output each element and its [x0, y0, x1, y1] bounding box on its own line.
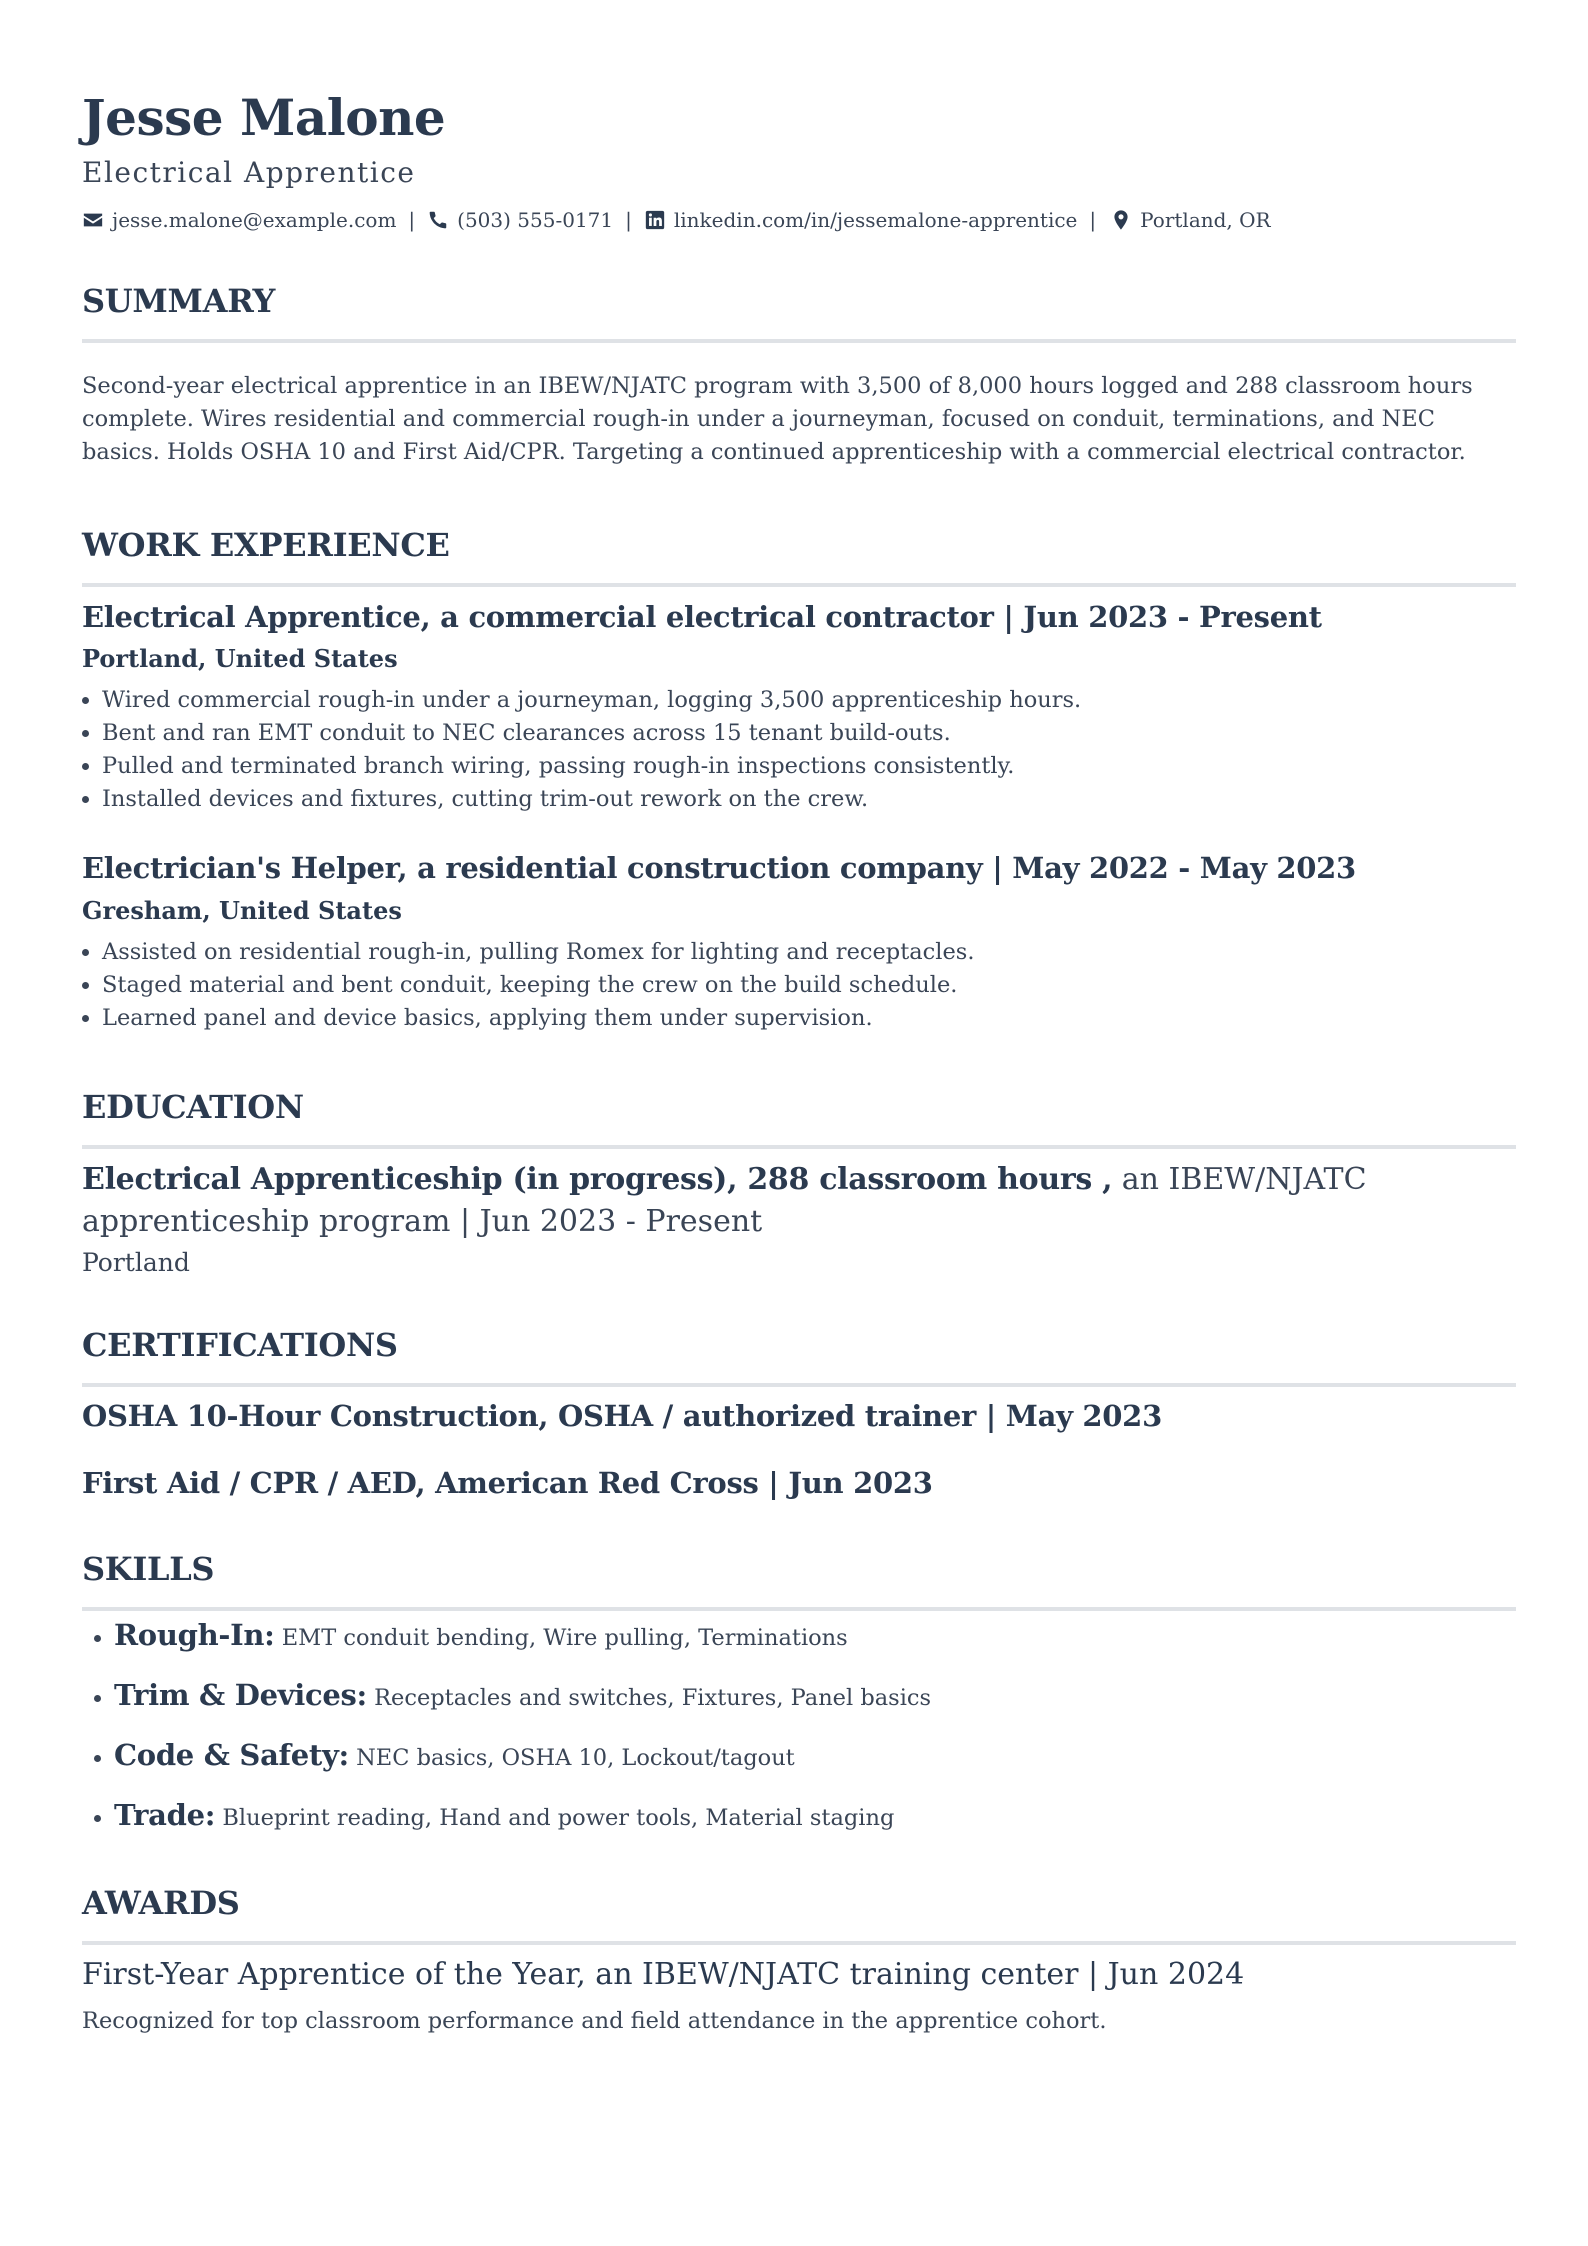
list-item: • Wired commercial rough-in under a journeyman, logging 3,500 apprenticeship hours.: [102, 684, 1502, 717]
section-divider: [82, 1607, 1516, 1611]
contact-phone-text: (503) 555-0171: [457, 208, 614, 232]
summary-text: Second-year electrical apprentice in an IBEW/NJATC program with 3,500 of 8,000 hours logged and 288 classroom hours complete. Wires residential and commercial rough-in under a journeyman, focused on conduit, terminations, and NEC basics. Holds OSHA 10 and First Aid/CPR. Targeting a continued apprenticeship with a commercial electrical contractor.: [82, 373, 1473, 465]
skill-group: [114, 1678, 931, 1738]
contact-email[interactable]: [82, 208, 396, 232]
education-degree: Electrical Apprenticeship (in progress), 288 classroom hours ,: [82, 1162, 1113, 1197]
section-title-experience: WORK EXPERIENCE: [82, 526, 450, 564]
contact-location-text: Portland, OR: [1140, 208, 1271, 232]
skill-category: Trade:: [114, 1798, 216, 1832]
award-description: Recognized for top classroom performance and field attendance in the apprentice cohort.: [82, 2008, 1107, 2034]
contact-linkedin-text: linkedin.com/in/jessemalone-apprentice: [673, 208, 1078, 232]
skill-items: NEC basics, OSHA 10, Lockout/tagout: [356, 1745, 795, 1771]
list-item: • Installed devices and fixtures, cutting trim-out rework on the crew.: [102, 783, 1502, 816]
skill-group: [114, 1798, 931, 1858]
job-bullets: [82, 936, 1502, 1035]
skill-items: Receptacles and switches, Fixtures, Panel basics: [374, 1685, 932, 1711]
phone-icon: [427, 209, 449, 231]
skill-group: [114, 1738, 931, 1798]
contact-email-text: jesse.malone@example.com: [112, 208, 397, 232]
section-divider: [82, 1941, 1516, 1945]
candidate-role: Electrical Apprentice: [82, 156, 416, 189]
skill-items: Blueprint reading, Hand and power tools, Material staging: [222, 1805, 895, 1831]
skill-category: Rough-In:: [114, 1618, 275, 1652]
section-divider: [82, 1383, 1516, 1387]
skill-category: Trim & Devices:: [114, 1678, 367, 1712]
section-divider: [82, 583, 1516, 587]
section-title-skills: SKILLS: [82, 1550, 215, 1588]
list-item: • Pulled and terminated branch wiring, passing rough-in inspections consistently.: [102, 750, 1502, 783]
contact-location: [1108, 208, 1270, 232]
list-item: • Learned panel and device basics, applying them under supervision.: [102, 1002, 1502, 1035]
education-entry: [82, 1159, 1516, 1243]
section-title-education: EDUCATION: [82, 1088, 304, 1126]
skill-group: [114, 1618, 931, 1678]
certification-item: OSHA 10-Hour Construction, OSHA / authorized trainer | May 2023: [82, 1399, 1162, 1433]
skill-category: Code & Safety:: [114, 1738, 349, 1772]
section-title-awards: AWARDS: [82, 1884, 240, 1922]
list-item: • Staged material and bent conduit, keeping the crew on the build schedule.: [102, 969, 1502, 1002]
list-item: • Bent and ran EMT conduit to NEC clearances across 15 tenant build-outs.: [102, 717, 1502, 750]
skill-items: EMT conduit bending, Wire pulling, Terminations: [281, 1625, 848, 1651]
map-pin-icon: [1110, 209, 1132, 231]
contact-phone[interactable]: [427, 208, 613, 232]
contact-separator: |: [1089, 208, 1097, 232]
section-divider: [82, 339, 1516, 343]
list-item: • Assisted on residential rough-in, pulling Romex for lighting and receptacles.: [102, 936, 1502, 969]
education-institution: an IBEW/NJATC apprenticeship program | Jun 2023 - Present: [82, 1162, 1367, 1239]
section-title-summary: SUMMARY: [82, 282, 276, 320]
award-title: First-Year Apprentice of the Year, an IBEW/NJATC training center | Jun 2024: [82, 1957, 1245, 1992]
linkedin-icon: [644, 209, 666, 231]
contact-linkedin[interactable]: [644, 208, 1078, 232]
envelope-icon: [82, 209, 104, 231]
job-location: Portland, United States: [82, 644, 398, 673]
job-title: Electrician's Helper, a residential construction company | May 2022 - May 2023: [82, 851, 1356, 885]
section-title-certifications: CERTIFICATIONS: [82, 1326, 398, 1364]
section-divider: [82, 1145, 1516, 1149]
job-location: Gresham, United States: [82, 896, 402, 925]
certification-item: First Aid / CPR / AED, American Red Cross | Jun 2023: [82, 1466, 933, 1500]
education-location: Portland: [82, 1248, 190, 1277]
job-bullets: [82, 684, 1502, 816]
candidate-name: Jesse Malone: [82, 88, 446, 147]
contact-separator: |: [625, 208, 632, 232]
job-title: Electrical Apprentice, a commercial electrical contractor | Jun 2023 - Present: [82, 600, 1322, 634]
contact-bar: [82, 208, 1271, 232]
skills-list: [82, 1618, 931, 1858]
contact-separator: |: [408, 208, 416, 232]
